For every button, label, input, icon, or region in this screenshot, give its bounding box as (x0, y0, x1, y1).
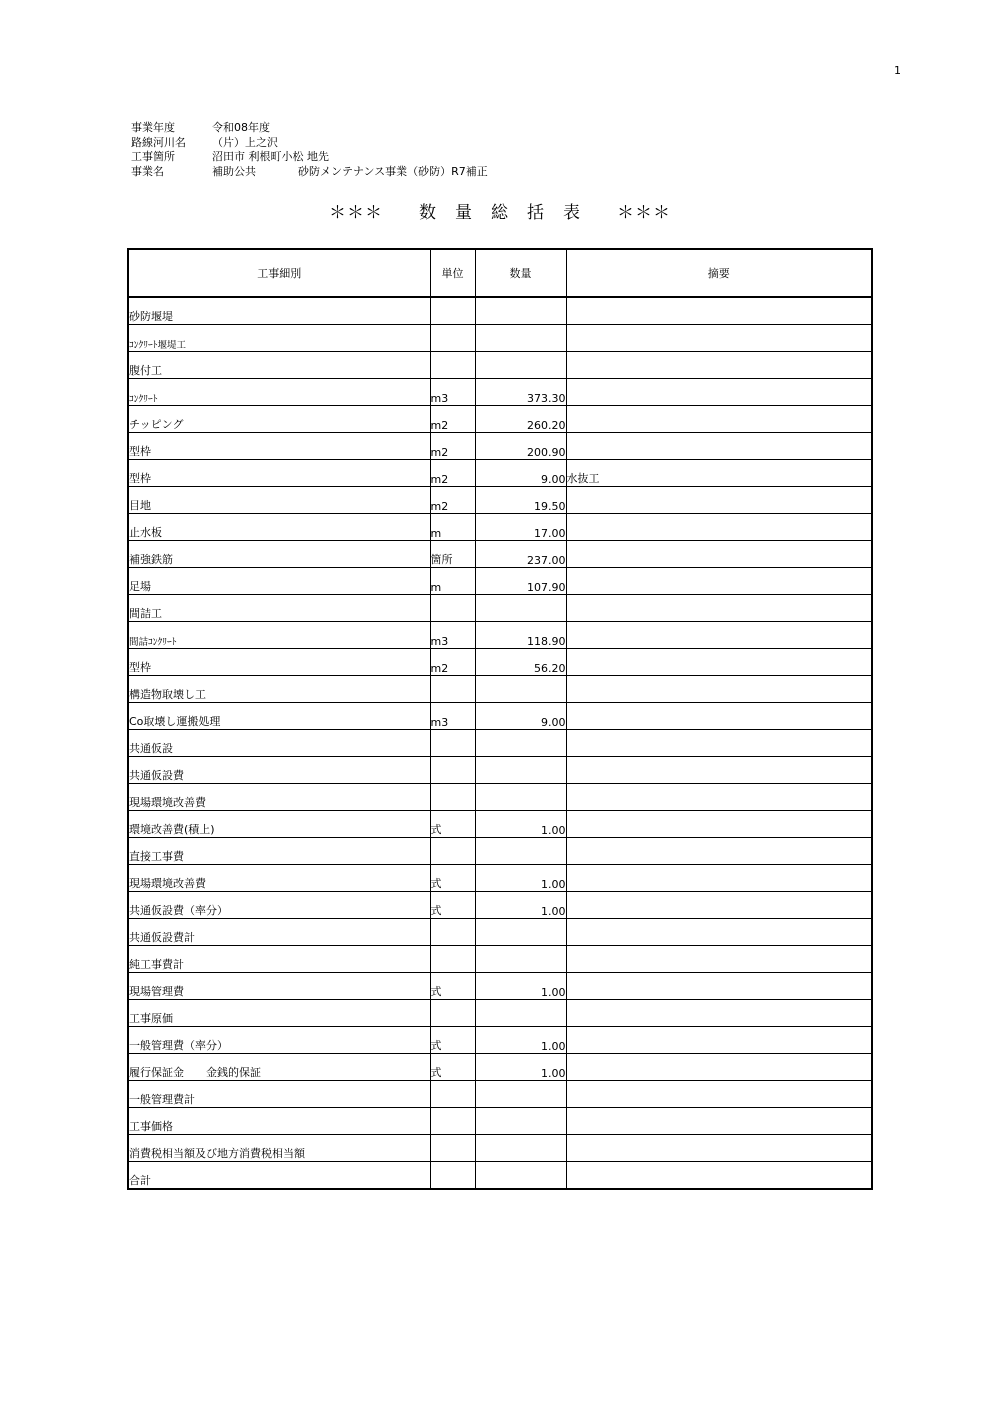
quantity-cell (475, 1162, 566, 1190)
info-label: 路線河川名 (131, 135, 186, 149)
unit-cell: m2 (430, 433, 475, 460)
unit-cell: m (430, 514, 475, 541)
note-cell (566, 703, 872, 730)
info-row-project-name (131, 165, 488, 180)
note-cell (566, 649, 872, 676)
table-row (128, 352, 872, 379)
note-cell (566, 1000, 872, 1027)
table-row (128, 676, 872, 703)
quantity-cell (475, 784, 566, 811)
item-name-cell: 一般管理費計 (128, 1081, 430, 1108)
item-name-cell: 直接工事費 (128, 838, 430, 865)
info-value: （片）上之沢 (212, 135, 278, 149)
quantity-cell: 1.00 (475, 973, 566, 1000)
quantity-cell (475, 1108, 566, 1135)
item-name-cell: 現場管理費 (128, 973, 430, 1000)
item-name-cell: 工事価格 (128, 1108, 430, 1135)
quantity-cell (475, 1081, 566, 1108)
table-row (128, 460, 872, 487)
table-row (128, 1027, 872, 1054)
item-name-cell: 足場 (128, 568, 430, 595)
item-name-cell: 構造物取壊し工 (128, 676, 430, 703)
note-cell (566, 892, 872, 919)
table-row (128, 514, 872, 541)
unit-cell (430, 1000, 475, 1027)
unit-cell: m3 (430, 379, 475, 406)
note-cell (566, 1135, 872, 1162)
quantity-cell: 1.00 (475, 892, 566, 919)
table-row (128, 1000, 872, 1027)
note-cell (566, 919, 872, 946)
note-cell (566, 595, 872, 622)
item-name-cell: 型枠 (128, 460, 430, 487)
quantity-cell (475, 595, 566, 622)
quantity-cell: 9.00 (475, 703, 566, 730)
quantity-cell (475, 1135, 566, 1162)
note-cell (566, 487, 872, 514)
unit-cell: 箇所 (430, 541, 475, 568)
item-name-cell: 補強鉄筋 (128, 541, 430, 568)
note-cell (566, 676, 872, 703)
unit-cell (430, 838, 475, 865)
table-row (128, 1054, 872, 1081)
item-name-cell: 砂防堰堤 (128, 297, 430, 325)
unit-cell (430, 676, 475, 703)
info-row-fiscal-year (131, 121, 488, 136)
unit-cell: 式 (430, 1054, 475, 1081)
quantity-cell: 1.00 (475, 865, 566, 892)
item-name-cell: 現場環境改善費 (128, 784, 430, 811)
note-cell (566, 1027, 872, 1054)
unit-cell: m3 (430, 622, 475, 649)
unit-cell (430, 352, 475, 379)
table-row (128, 1162, 872, 1190)
unit-cell: m2 (430, 406, 475, 433)
item-name-cell: 純工事費計 (128, 946, 430, 973)
note-cell (566, 622, 872, 649)
table-row (128, 703, 872, 730)
unit-cell: m2 (430, 487, 475, 514)
header-unit: 単位 (430, 249, 475, 297)
unit-cell: 式 (430, 811, 475, 838)
item-name-cell: 目地 (128, 487, 430, 514)
note-cell (566, 757, 872, 784)
item-name-cell: 間詰ｺﾝｸﾘｰﾄ (128, 622, 430, 649)
item-name-cell: 型枠 (128, 649, 430, 676)
header-item: 工事細別 (128, 249, 430, 297)
item-name-cell: 共通仮設 (128, 730, 430, 757)
note-cell (566, 784, 872, 811)
unit-cell (430, 919, 475, 946)
note-cell (566, 1054, 872, 1081)
note-cell: 水抜工 (566, 460, 872, 487)
table-row (128, 406, 872, 433)
note-cell (566, 1081, 872, 1108)
item-name-cell: 間詰工 (128, 595, 430, 622)
quantity-cell (475, 730, 566, 757)
table-row (128, 784, 872, 811)
info-label: 事業名 (131, 164, 164, 178)
page-number: 1 (894, 64, 901, 77)
note-cell (566, 946, 872, 973)
note-cell (566, 514, 872, 541)
item-name-cell: 止水板 (128, 514, 430, 541)
note-cell (566, 297, 872, 325)
note-cell (566, 352, 872, 379)
info-row-river-name (131, 136, 488, 151)
unit-cell (430, 1135, 475, 1162)
quantity-cell (475, 757, 566, 784)
info-label: 工事箇所 (131, 150, 175, 163)
unit-cell (430, 730, 475, 757)
quantity-cell: 17.00 (475, 514, 566, 541)
info-value: 沼田市 利根町小松 地先 (212, 150, 329, 163)
item-name-cell: Co取壊し運搬処理 (128, 703, 430, 730)
table-row (128, 649, 872, 676)
unit-cell (430, 325, 475, 352)
quantity-cell (475, 352, 566, 379)
table-body (128, 297, 872, 1189)
item-name-cell: 消費税相当額及び地方消費税相当額 (128, 1135, 430, 1162)
quantity-cell: 373.30 (475, 379, 566, 406)
item-name-cell: チッピング (128, 406, 430, 433)
quantity-cell: 1.00 (475, 1027, 566, 1054)
info-label: 事業年度 (131, 121, 175, 134)
header-note: 摘要 (566, 249, 872, 297)
item-name-cell: 工事原価 (128, 1000, 430, 1027)
info-value: 令和08年度 (212, 121, 270, 134)
quantity-cell (475, 1000, 566, 1027)
note-cell (566, 568, 872, 595)
unit-cell (430, 757, 475, 784)
note-cell (566, 1108, 872, 1135)
table-row (128, 919, 872, 946)
quantity-cell (475, 919, 566, 946)
note-cell (566, 838, 872, 865)
quantity-cell: 260.20 (475, 406, 566, 433)
table-row (128, 838, 872, 865)
info-row-location (131, 150, 488, 165)
info-spacer (256, 165, 298, 180)
table-row (128, 1135, 872, 1162)
unit-cell: 式 (430, 892, 475, 919)
table-row (128, 892, 872, 919)
item-name-cell: 腹付工 (128, 352, 430, 379)
quantity-cell (475, 838, 566, 865)
unit-cell (430, 946, 475, 973)
table-row (128, 865, 872, 892)
unit-cell: 式 (430, 1027, 475, 1054)
quantity-cell: 19.50 (475, 487, 566, 514)
quantity-cell (475, 297, 566, 325)
header-quantity: 数量 (475, 249, 566, 297)
item-name-cell: 共通仮設費計 (128, 919, 430, 946)
unit-cell: m3 (430, 703, 475, 730)
item-name-cell: 共通仮設費（率分） (128, 892, 430, 919)
quantity-cell: 200.90 (475, 433, 566, 460)
note-cell (566, 433, 872, 460)
unit-cell: 式 (430, 865, 475, 892)
quantity-cell (475, 946, 566, 973)
item-name-cell: ｺﾝｸﾘｰﾄ (128, 379, 430, 406)
note-cell (566, 541, 872, 568)
table-row (128, 297, 872, 325)
table-row (128, 1108, 872, 1135)
item-name-cell: 履行保証金 金銭的保証 (128, 1054, 430, 1081)
quantity-summary-table (127, 248, 873, 1190)
note-cell (566, 730, 872, 757)
quantity-cell: 1.00 (475, 1054, 566, 1081)
table-row (128, 379, 872, 406)
table-row (128, 946, 872, 973)
info-value: 補助公共 (212, 164, 256, 178)
note-cell (566, 379, 872, 406)
table-row (128, 487, 872, 514)
note-cell (566, 406, 872, 433)
quantity-cell: 1.00 (475, 811, 566, 838)
info-value-secondary: 砂防メンテナンス事業（砂防）R7補正 (298, 164, 488, 178)
table-row (128, 433, 872, 460)
quantity-cell (475, 676, 566, 703)
quantity-cell: 9.00 (475, 460, 566, 487)
item-name-cell: 共通仮設費 (128, 757, 430, 784)
unit-cell: m2 (430, 649, 475, 676)
note-cell (566, 811, 872, 838)
page-title: ＊＊＊ 数 量 総 括 表 ＊＊＊ (329, 203, 671, 223)
table-row (128, 622, 872, 649)
unit-cell (430, 1108, 475, 1135)
table-row (128, 811, 872, 838)
item-name-cell: 環境改善費(積上) (128, 811, 430, 838)
table-row (128, 325, 872, 352)
table-row (128, 541, 872, 568)
table-row (128, 757, 872, 784)
note-cell (566, 973, 872, 1000)
unit-cell (430, 297, 475, 325)
item-name-cell: ｺﾝｸﾘｰﾄ堰堤工 (128, 325, 430, 352)
unit-cell: m2 (430, 460, 475, 487)
table-row (128, 595, 872, 622)
note-cell (566, 1162, 872, 1190)
item-name-cell: 型枠 (128, 433, 430, 460)
note-cell (566, 865, 872, 892)
quantity-cell: 118.90 (475, 622, 566, 649)
table-row (128, 730, 872, 757)
item-name-cell: 合計 (128, 1162, 430, 1190)
quantity-cell (475, 325, 566, 352)
unit-cell (430, 1081, 475, 1108)
quantity-cell: 56.20 (475, 649, 566, 676)
quantity-cell: 237.00 (475, 541, 566, 568)
unit-cell (430, 784, 475, 811)
item-name-cell: 一般管理費（率分） (128, 1027, 430, 1054)
table-header-row (128, 249, 872, 297)
item-name-cell: 現場環境改善費 (128, 865, 430, 892)
quantity-cell: 107.90 (475, 568, 566, 595)
table-row (128, 1081, 872, 1108)
unit-cell (430, 1162, 475, 1190)
unit-cell: m (430, 568, 475, 595)
project-info (131, 121, 488, 179)
unit-cell: 式 (430, 973, 475, 1000)
table-row (128, 568, 872, 595)
table-row (128, 973, 872, 1000)
unit-cell (430, 595, 475, 622)
note-cell (566, 325, 872, 352)
